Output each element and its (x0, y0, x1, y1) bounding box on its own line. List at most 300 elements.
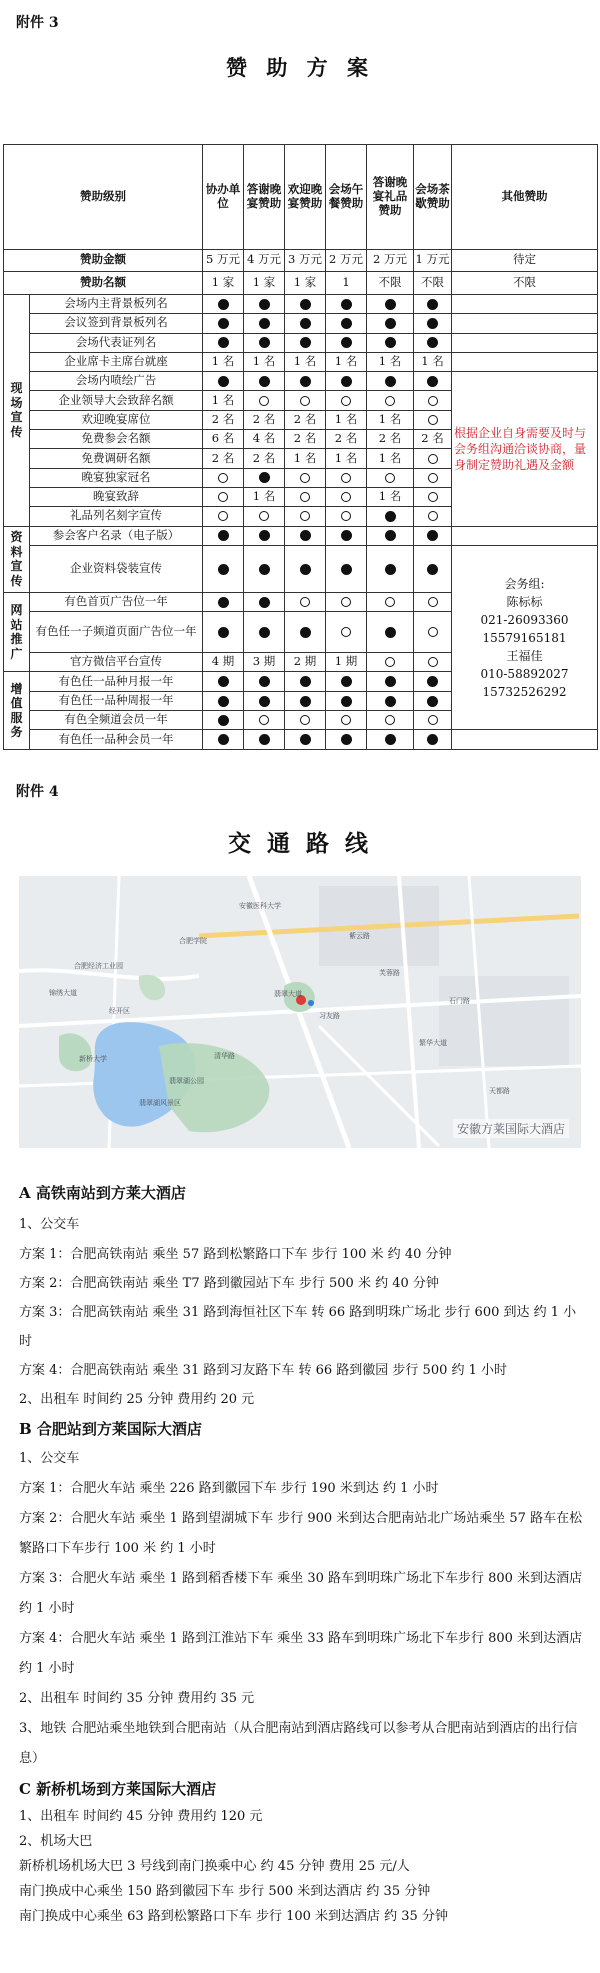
benefit-cell (367, 468, 414, 487)
filled-dot-icon (385, 734, 396, 745)
benefit-label: 有色全频道会员一年 (30, 711, 203, 730)
benefit-cell (285, 314, 326, 333)
benefit-cell: 2 名 (203, 449, 244, 468)
empty-circle-icon (341, 627, 351, 637)
route-b-plan-4: 方案 4：合肥火车站 乘坐 1 路到江淮站下车 乘坐 33 路车到明珠广场北下车步行 800 米到达酒店 约 1 小时 (19, 1631, 583, 1676)
quota-cell: 1 家 (203, 272, 244, 295)
filled-dot-icon (427, 696, 438, 707)
empty-circle-icon (218, 511, 228, 521)
filled-dot-icon (300, 376, 311, 387)
benefit-cell (326, 372, 367, 391)
amount-cell: 5 万元 (203, 249, 244, 272)
map-label: 紫云路 (349, 932, 370, 940)
benefit-cell (285, 545, 326, 592)
empty-circle-icon (341, 715, 351, 725)
empty-circle-icon (428, 396, 438, 406)
benefit-cell (244, 372, 285, 391)
filled-dot-icon (300, 318, 311, 329)
benefit-cell (203, 294, 244, 313)
filled-dot-icon (218, 299, 229, 310)
map-label: 翡翠大道 (274, 990, 302, 998)
filled-dot-icon (300, 734, 311, 745)
route-c-heading: C 新桥机场到方莱国际大酒店 (19, 1780, 217, 1798)
route-a-taxi: 2、出租车 时间约 25 分钟 费用约 20 元 (19, 1392, 255, 1407)
filled-dot-icon (385, 530, 396, 541)
benefit-cell (244, 314, 285, 333)
benefit-cell: 1 名 (285, 449, 326, 468)
empty-circle-icon (428, 597, 438, 607)
benefit-cell (414, 314, 452, 333)
quota-cell: 不限 (414, 272, 452, 295)
filled-dot-icon (259, 564, 270, 575)
amount-cell: 2 万元 (326, 249, 367, 272)
empty-circle-icon (428, 454, 438, 464)
empty-circle-icon (385, 597, 395, 607)
empty-circle-icon (428, 473, 438, 483)
benefit-cell (203, 468, 244, 487)
benefit-cell (414, 449, 452, 468)
benefit-cell (414, 526, 452, 545)
filled-dot-icon (259, 627, 270, 638)
empty-circle-icon (341, 473, 351, 483)
benefit-cell (203, 672, 244, 691)
benefit-cell (203, 711, 244, 730)
filled-dot-icon (427, 564, 438, 575)
empty-circle-icon (428, 657, 438, 667)
level-header: 会场茶歇赞助 (414, 145, 452, 250)
amount-cell: 4 万元 (244, 249, 285, 272)
benefit-cell (326, 294, 367, 313)
contact-label: 会务组: (504, 576, 545, 591)
empty-circle-icon (259, 715, 269, 725)
benefit-cell (203, 333, 244, 352)
filled-dot-icon (341, 734, 352, 745)
benefit-cell (203, 691, 244, 710)
benefit-label: 会场内喷绘广告 (30, 372, 203, 391)
benefit-cell (367, 372, 414, 391)
group-online: 网站推广 (4, 593, 30, 672)
benefit-cell (244, 612, 285, 653)
benefit-cell (367, 711, 414, 730)
benefit-label: 会场内主背景板列名 (30, 294, 203, 313)
group-onsite: 现场宣传 (4, 294, 30, 526)
benefit-cell (244, 507, 285, 526)
route-b-plan-1: 方案 1：合肥火车站 乘坐 226 路到徽园下车 步行 190 米到达 约 1 小时 (19, 1481, 439, 1496)
contact-line: 15732526292 (482, 684, 567, 699)
benefit-cell (326, 314, 367, 333)
benefit-cell: 2 名 (244, 410, 285, 429)
benefit-cell (326, 545, 367, 592)
benefit-cell (367, 691, 414, 710)
empty-circle-icon (385, 715, 395, 725)
benefit-cell (414, 487, 452, 506)
benefit-cell (326, 711, 367, 730)
benefit-cell (414, 545, 452, 592)
benefit-cell (285, 507, 326, 526)
benefit-cell (203, 507, 244, 526)
benefit-cell (326, 468, 367, 487)
filled-dot-icon (427, 530, 438, 541)
benefit-cell (244, 711, 285, 730)
route-b-heading: B 合肥站到方莱国际大酒店 (19, 1420, 202, 1438)
benefit-cell: 2 名 (326, 430, 367, 449)
benefit-cell (367, 526, 414, 545)
benefit-label: 企业资料袋装宣传 (30, 545, 203, 592)
map-label: 经开区 (109, 1007, 130, 1015)
benefit-cell (367, 294, 414, 313)
benefit-cell (367, 653, 414, 672)
benefit-cell (414, 507, 452, 526)
amount-cell: 2 万元 (367, 249, 414, 272)
benefit-cell (414, 333, 452, 352)
route-b-metro: 3、地铁 合肥站乘坐地铁到合肥南站（从合肥南站到酒店路线可以参考从合肥南站到酒店的出行信息） (19, 1721, 578, 1766)
benefit-cell (244, 672, 285, 691)
benefit-cell: 2 名 (244, 449, 285, 468)
empty-circle-icon (385, 473, 395, 483)
filled-dot-icon (218, 376, 229, 387)
benefit-cell (414, 672, 452, 691)
filled-dot-icon (259, 696, 270, 707)
quota-cell: 1 家 (244, 272, 285, 295)
benefit-cell (244, 691, 285, 710)
map-label: 翡翠湖风景区 (139, 1099, 181, 1107)
attachment-3-label: 附件 3 (16, 15, 59, 31)
benefit-label: 晚宴致辞 (30, 487, 203, 506)
benefit-label: 参会客户名录（电子版） (30, 526, 203, 545)
route-c-bus: 2、机场大巴 (19, 1834, 93, 1849)
benefit-cell: 1 名 (244, 487, 285, 506)
map-label: 繁华大道 (419, 1039, 447, 1047)
benefit-cell (285, 372, 326, 391)
benefit-cell (326, 526, 367, 545)
benefit-cell (367, 593, 414, 612)
benefit-cell: 2 期 (285, 653, 326, 672)
quota-other-cell: 不限 (452, 272, 598, 295)
filled-dot-icon (259, 676, 270, 687)
benefit-cell (326, 487, 367, 506)
filled-dot-icon (385, 627, 396, 638)
level-header: 协办单位 (203, 145, 244, 250)
filled-dot-icon (341, 337, 352, 348)
benefit-cell (203, 593, 244, 612)
benefit-cell (285, 468, 326, 487)
filled-dot-icon (341, 564, 352, 575)
map-label: 翡翠湖公园 (169, 1077, 204, 1085)
benefit-cell: 4 期 (203, 653, 244, 672)
contact-line: 15579165181 (482, 630, 567, 645)
benefit-cell (285, 333, 326, 352)
filled-dot-icon (259, 530, 270, 541)
benefit-cell: 1 名 (367, 487, 414, 506)
benefit-cell (244, 593, 285, 612)
benefit-cell: 3 期 (244, 653, 285, 672)
benefit-cell (367, 333, 414, 352)
filled-dot-icon (218, 337, 229, 348)
benefit-cell: 1 期 (326, 653, 367, 672)
benefit-cell (326, 391, 367, 410)
benefit-cell (414, 653, 452, 672)
map-label: 习友路 (319, 1012, 340, 1020)
benefit-cell: 2 名 (203, 410, 244, 429)
benefit-cell (326, 672, 367, 691)
route-b-taxi: 2、出租车 时间约 35 分钟 费用约 35 元 (19, 1691, 255, 1706)
empty-circle-icon (341, 492, 351, 502)
route-b-plan-2: 方案 2：合肥火车站 乘坐 1 路到望湖城下车 步行 900 米到达合肥南站北广场站乘坐 57 路车在松繁路口下车步行 100 米 约 1 小时 (19, 1511, 583, 1556)
other-empty-cell (452, 314, 598, 333)
map-label: 新桥大学 (79, 1055, 107, 1063)
empty-circle-icon (341, 597, 351, 607)
benefit-cell (285, 487, 326, 506)
quota-label: 赞助名额 (4, 272, 203, 295)
filled-dot-icon (300, 696, 311, 707)
empty-circle-icon (428, 415, 438, 425)
benefit-cell: 1 名 (367, 449, 414, 468)
empty-circle-icon (300, 715, 310, 725)
benefit-cell (414, 691, 452, 710)
benefit-cell: 1 名 (367, 410, 414, 429)
benefit-cell (367, 612, 414, 653)
filled-dot-icon (300, 627, 311, 638)
benefit-cell (203, 372, 244, 391)
benefit-cell (244, 294, 285, 313)
benefit-cell: 1 名 (203, 391, 244, 410)
benefit-cell (414, 711, 452, 730)
benefit-label: 会议签到背景板列名 (30, 314, 203, 333)
quota-cell: 1 家 (285, 272, 326, 295)
benefit-cell (326, 691, 367, 710)
benefit-cell: 1 名 (203, 352, 244, 371)
filled-dot-icon (218, 715, 229, 726)
empty-circle-icon (218, 492, 228, 502)
benefit-cell (367, 507, 414, 526)
benefit-label: 有色任一子频道页面广告位一年 (30, 612, 203, 653)
sponsor-table (3, 144, 598, 750)
filled-dot-icon (341, 676, 352, 687)
benefit-label: 官方微信平台宣传 (30, 653, 203, 672)
route-section (19, 1182, 584, 1929)
benefit-cell (285, 730, 326, 750)
benefit-cell (367, 545, 414, 592)
sponsor-title: 赞 助 方 案 (226, 55, 374, 80)
filled-dot-icon (218, 564, 229, 575)
benefit-cell (285, 593, 326, 612)
filled-dot-icon (218, 676, 229, 687)
benefit-cell (203, 545, 244, 592)
filled-dot-icon (385, 318, 396, 329)
map-graphic (19, 876, 581, 1148)
benefit-cell (203, 314, 244, 333)
benefit-cell: 6 名 (203, 430, 244, 449)
benefit-cell (326, 612, 367, 653)
benefit-cell (326, 507, 367, 526)
other-empty-cell (452, 526, 598, 545)
benefit-cell (244, 526, 285, 545)
benefit-cell (203, 612, 244, 653)
filled-dot-icon (427, 337, 438, 348)
route-a-plan-3: 方案 3：合肥高铁南站 乘坐 31 路到海恒社区下车 转 66 路到明珠广场北 步行 600 到达 约 1 小时 (19, 1305, 577, 1349)
empty-circle-icon (300, 396, 310, 406)
route-a-heading: A 高铁南站到方莱大酒店 (19, 1184, 186, 1202)
filled-dot-icon (300, 530, 311, 541)
amount-other-cell: 待定 (452, 249, 598, 272)
other-sponsor-header: 其他赞助 (452, 145, 598, 250)
route-a-bus: 1、公交车 (19, 1217, 80, 1232)
filled-dot-icon (259, 318, 270, 329)
empty-circle-icon (300, 473, 310, 483)
benefit-label: 免费调研名额 (30, 449, 203, 468)
benefit-cell: 1 名 (326, 410, 367, 429)
empty-circle-icon (341, 396, 351, 406)
filled-dot-icon (385, 337, 396, 348)
route-c-step-3: 南门换成中心乘坐 63 路到松繁路口下车 步行 100 米到达酒店 约 35 分钟 (19, 1909, 448, 1924)
benefit-cell: 1 名 (285, 352, 326, 371)
empty-circle-icon (218, 473, 228, 483)
benefit-cell (414, 372, 452, 391)
benefit-cell: 2 名 (414, 430, 452, 449)
map-label: 锦绣大道 (49, 989, 77, 997)
benefit-cell: 1 名 (244, 352, 285, 371)
traffic-title: 交 通 路 线 (227, 830, 373, 857)
empty-circle-icon (259, 396, 269, 406)
benefit-label: 企业席卡主席台就座 (30, 352, 203, 371)
other-empty-cell (452, 730, 598, 750)
benefit-cell (414, 410, 452, 429)
other-empty-cell (452, 333, 598, 352)
filled-dot-icon (218, 530, 229, 541)
benefit-cell (244, 545, 285, 592)
filled-dot-icon (427, 299, 438, 310)
route-a-plan-2: 方案 2：合肥高铁南站 乘坐 T7 路到徽园站下车 步行 500 米 约 40 分钟 (19, 1276, 439, 1291)
empty-circle-icon (300, 511, 310, 521)
quota-cell: 1 (326, 272, 367, 295)
benefit-label: 企业领导大会致辞名额 (30, 391, 203, 410)
benefit-cell (285, 391, 326, 410)
benefit-label: 有色任一品种会员一年 (30, 730, 203, 750)
benefit-cell (414, 730, 452, 750)
empty-circle-icon (428, 627, 438, 637)
filled-dot-icon (218, 696, 229, 707)
benefit-cell (326, 593, 367, 612)
benefit-label: 会场代表证列名 (30, 333, 203, 352)
filled-dot-icon (259, 734, 270, 745)
map-label: 芙蓉路 (379, 969, 400, 977)
benefit-cell (367, 730, 414, 750)
benefit-cell: 4 名 (244, 430, 285, 449)
route-c-step-2: 南门换成中心乘坐 150 路到徽园下车 步行 500 米到达酒店 约 35 分钟 (19, 1884, 431, 1899)
group-value: 增值服务 (4, 672, 30, 750)
filled-dot-icon (300, 564, 311, 575)
filled-dot-icon (385, 376, 396, 387)
amount-label: 赞助金额 (4, 249, 203, 272)
map-label: 合肥经济工业园 (74, 962, 123, 970)
map-label: 石门路 (449, 997, 470, 1005)
level-header: 答谢晚宴礼品赞助 (367, 145, 414, 250)
filled-dot-icon (385, 299, 396, 310)
empty-circle-icon (385, 396, 395, 406)
filled-dot-icon (341, 299, 352, 310)
benefit-cell (414, 294, 452, 313)
benefit-cell: 2 名 (285, 410, 326, 429)
benefit-cell (414, 391, 452, 410)
route-a-plan-1: 方案 1：合肥高铁南站 乘坐 57 路到松繁路口下车 步行 100 米 约 40 分钟 (19, 1247, 452, 1262)
filled-dot-icon (427, 676, 438, 687)
group-material: 资料宣传 (4, 526, 30, 593)
benefit-cell (203, 526, 244, 545)
level-header: 答谢晚宴赞助 (244, 145, 285, 250)
benefit-cell (414, 593, 452, 612)
benefit-cell: 1 名 (414, 352, 452, 371)
level-header-corner: 赞助级别 (4, 145, 203, 250)
map-label: 安徽医科大学 (239, 902, 281, 910)
benefit-cell (203, 487, 244, 506)
benefit-label: 欢迎晚宴席位 (30, 410, 203, 429)
benefit-cell (244, 333, 285, 352)
benefit-cell (285, 672, 326, 691)
empty-circle-icon (259, 511, 269, 521)
route-b-bus: 1、公交车 (19, 1451, 80, 1466)
amount-cell: 3 万元 (285, 249, 326, 272)
level-header: 欢迎晚宴赞助 (285, 145, 326, 250)
filled-dot-icon (300, 337, 311, 348)
filled-dot-icon (341, 530, 352, 541)
benefit-cell: 1 名 (367, 352, 414, 371)
benefit-cell (285, 294, 326, 313)
filled-dot-icon (218, 627, 229, 638)
filled-dot-icon (259, 376, 270, 387)
map-label: 合肥学院 (179, 937, 207, 945)
filled-dot-icon (300, 299, 311, 310)
benefit-label: 有色任一品种周报一年 (30, 691, 203, 710)
contact-line: 010-58892027 (480, 666, 569, 681)
benefit-cell (367, 391, 414, 410)
filled-dot-icon (427, 734, 438, 745)
benefit-cell (326, 333, 367, 352)
empty-circle-icon (300, 597, 310, 607)
location-map (19, 876, 581, 1148)
filled-dot-icon (385, 676, 396, 687)
empty-circle-icon (300, 492, 310, 502)
filled-dot-icon (259, 597, 270, 608)
filled-dot-icon (341, 318, 352, 329)
benefit-cell (414, 468, 452, 487)
benefit-cell (367, 672, 414, 691)
benefit-cell (244, 730, 285, 750)
benefit-cell: 2 名 (367, 430, 414, 449)
empty-circle-icon (385, 657, 395, 667)
empty-circle-icon (428, 492, 438, 502)
contact-line: 021-26093360 (480, 612, 569, 627)
filled-dot-icon (341, 376, 352, 387)
benefit-cell: 1 名 (326, 449, 367, 468)
amount-cell: 1 万元 (414, 249, 452, 272)
benefit-cell (285, 711, 326, 730)
filled-dot-icon (218, 734, 229, 745)
map-label: 天都路 (489, 1087, 510, 1095)
filled-dot-icon (218, 597, 229, 608)
filled-dot-icon (259, 299, 270, 310)
benefit-cell (244, 391, 285, 410)
route-a-plan-4: 方案 4：合肥高铁南站 乘坐 31 路到习友路下车 转 66 路到徽园 步行 500 约 1 小时 (19, 1363, 508, 1378)
filled-dot-icon (427, 376, 438, 387)
filled-dot-icon (427, 318, 438, 329)
contact-line: 陈标标 (506, 594, 543, 609)
filled-dot-icon (385, 696, 396, 707)
benefit-cell (367, 314, 414, 333)
benefit-label: 有色首页广告位一年 (30, 593, 203, 612)
filled-dot-icon (259, 337, 270, 348)
contact-info (452, 545, 598, 730)
map-watermark: 安徽方莱国际大酒店 (453, 1119, 569, 1138)
